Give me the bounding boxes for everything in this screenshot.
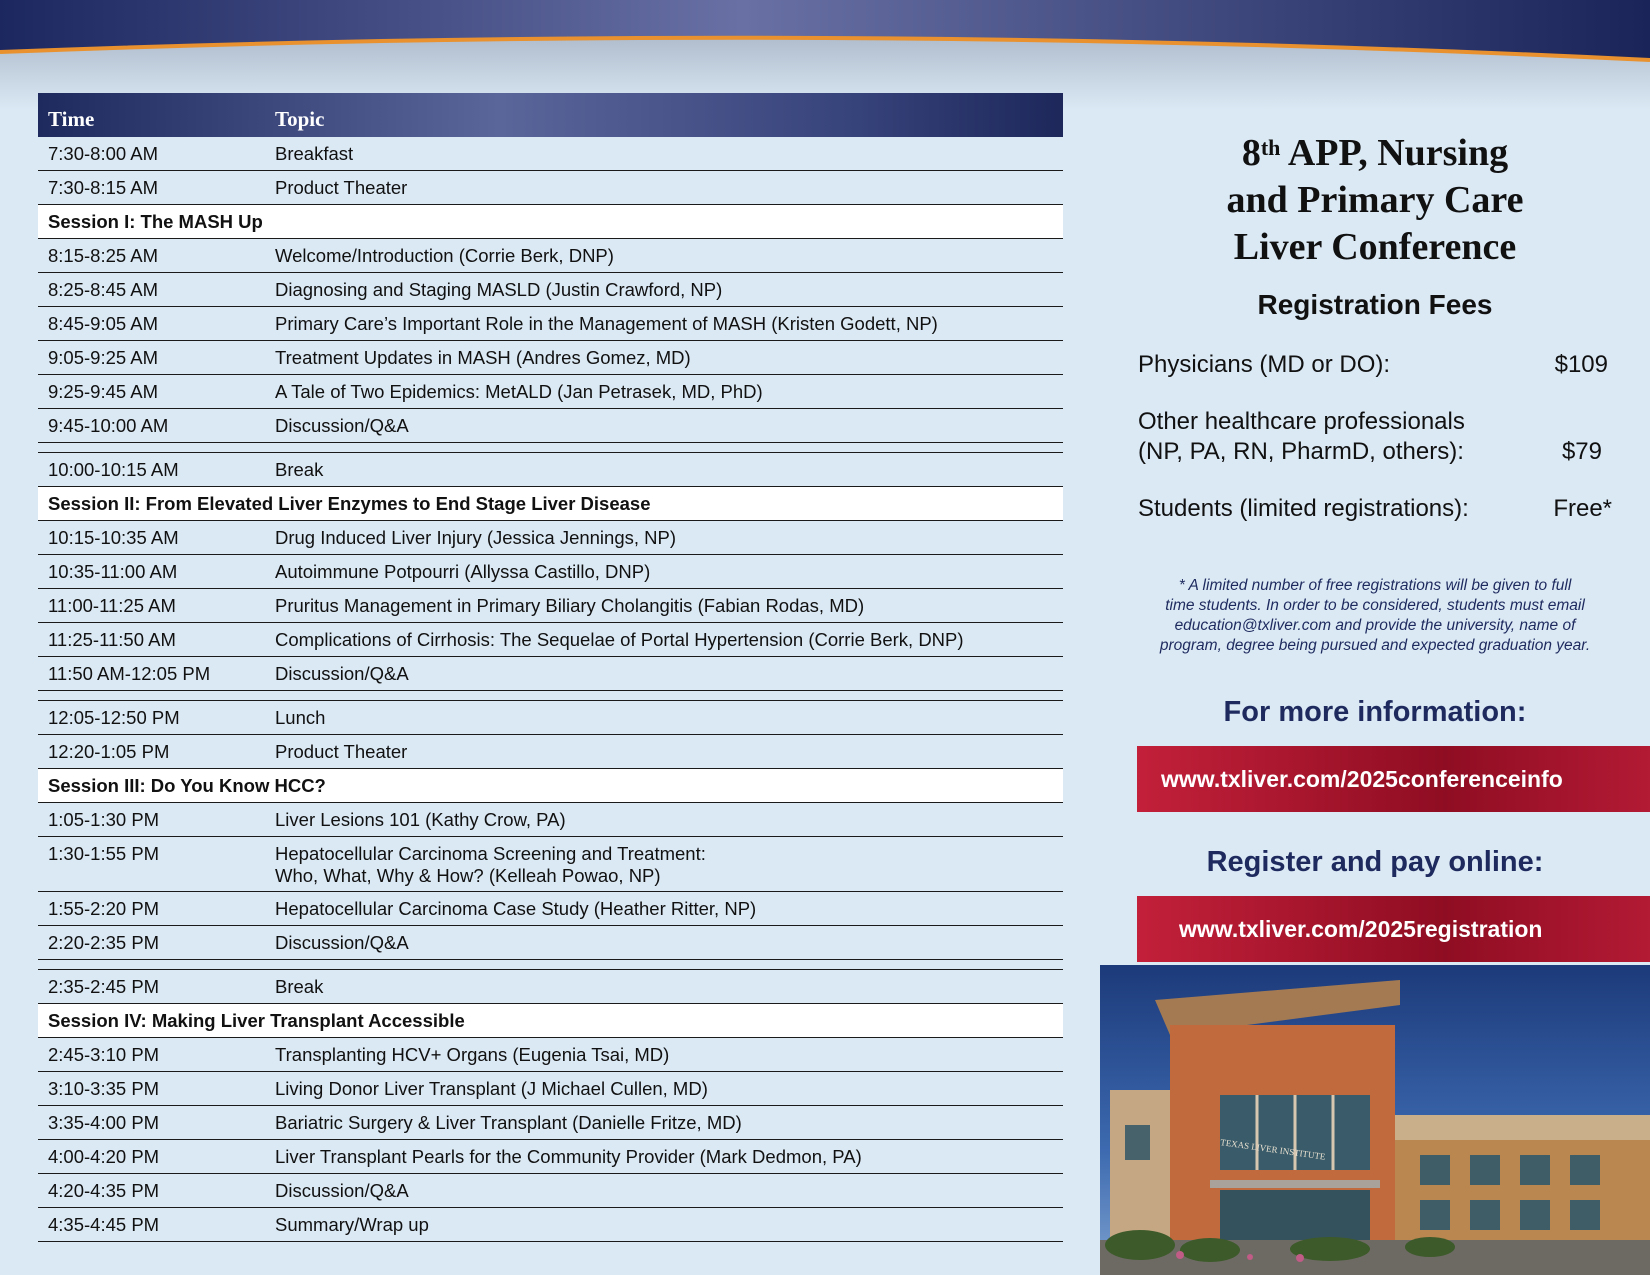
fee-other-label-line1: Other healthcare professionals	[1138, 408, 1465, 435]
time-cell: 11:00-11:25 AM	[48, 595, 176, 616]
topic-cell: Diagnosing and Staging MASLD (Justin Crawford, NP)	[275, 279, 723, 300]
footnote-line4: program, degree being pursued and expected graduation year.	[1159, 637, 1591, 654]
topic-cell: Product Theater	[275, 177, 408, 198]
fee-physicians-label: Physicians (MD or DO):	[1138, 351, 1391, 378]
table-row	[38, 1140, 1063, 1174]
time-cell: 2:20-2:35 PM	[48, 932, 160, 953]
topic-line2: Who, What, Why & How? (Kelleah Powao, NP)	[275, 865, 661, 886]
topic-cell: Breakfast	[275, 143, 354, 164]
table-row	[38, 1208, 1063, 1242]
table-row	[38, 555, 1063, 589]
topic-line1: Hepatocellular Carcinoma Screening and Treatment:	[275, 843, 706, 864]
table-row	[38, 926, 1063, 960]
table-row	[38, 137, 1063, 171]
topic-cell: Drug Induced Liver Injury (Jessica Jennings, NP)	[275, 527, 677, 548]
topic-cell: Discussion/Q&A	[275, 415, 409, 436]
time-cell: 9:45-10:00 AM	[48, 415, 169, 436]
time-cell: 4:35-4:45 PM	[48, 1214, 160, 1235]
table-row	[38, 1038, 1063, 1072]
header-time: Time	[48, 107, 95, 131]
topic-cell: Complications of Cirrhosis: The Sequelae of Portal Hypertension (Corrie Berk, DNP)	[275, 629, 964, 650]
session-header: Session IV: Making Liver Transplant Accessible	[38, 1004, 1063, 1038]
table-spacer	[38, 960, 1063, 970]
schedule-table	[38, 93, 1063, 1242]
time-cell: 11:25-11:50 AM	[48, 629, 176, 650]
time-cell: 2:45-3:10 PM	[48, 1044, 160, 1065]
session-header: Session I: The MASH Up	[38, 205, 1063, 239]
table-row	[38, 589, 1063, 623]
time-cell: 7:30-8:00 AM	[48, 143, 159, 164]
table-row	[38, 239, 1063, 273]
time-cell: 10:00-10:15 AM	[48, 459, 179, 480]
table-row	[38, 1106, 1063, 1140]
building-sign: TEXAS LIVER INSTITUTE	[1219, 1137, 1327, 1162]
footnote-line3: education@txliver.com and provide the university, name of	[1174, 617, 1576, 634]
student-footnote	[1120, 576, 1630, 656]
topic-cell: A Tale of Two Epidemics: MetALD (Jan Petrasek, MD, PhD)	[275, 381, 763, 402]
topic-cell: Primary Care’s Important Role in the Management of MASH (Kristen Godett, NP)	[275, 313, 938, 334]
topic-cell: Transplanting HCV+ Organs (Eugenia Tsai, MD)	[275, 1044, 670, 1065]
time-cell: 10:15-10:35 AM	[48, 527, 179, 548]
conference-title-line3: Liver Conference	[1233, 226, 1517, 268]
table-row	[38, 341, 1063, 375]
topic-cell: Product Theater	[275, 741, 408, 762]
topic-cell: Discussion/Q&A	[275, 932, 409, 953]
time-cell: 8:15-8:25 AM	[48, 245, 159, 266]
conference-title	[1100, 130, 1650, 271]
topic-cell: Summary/Wrap up	[275, 1214, 429, 1235]
table-row	[38, 453, 1063, 487]
topic-cell: Living Donor Liver Transplant (J Michael Cullen, MD)	[275, 1078, 708, 1099]
table-row	[38, 970, 1063, 1004]
more-info-title: For more information:	[1223, 696, 1527, 728]
table-row	[38, 1174, 1063, 1208]
table-spacer	[38, 443, 1063, 453]
topic-cell: Welcome/Introduction (Corrie Berk, DNP)	[275, 245, 614, 266]
header-topic: Topic	[275, 107, 325, 131]
building-photo	[1100, 965, 1650, 1275]
time-cell: 1:05-1:30 PM	[48, 809, 160, 830]
time-cell: 4:20-4:35 PM	[48, 1180, 160, 1201]
table-row	[38, 892, 1063, 926]
fee-physicians-amount: $109	[1554, 351, 1608, 378]
time-cell: 3:35-4:00 PM	[48, 1112, 160, 1133]
table-row	[38, 701, 1063, 735]
topic-cell: Bariatric Surgery & Liver Transplant (Danielle Fritze, MD)	[275, 1112, 742, 1133]
fee-students-label: Students (limited registrations):	[1138, 495, 1469, 522]
time-cell: 9:25-9:45 AM	[48, 381, 159, 402]
registration-fees-title: Registration Fees	[1257, 289, 1493, 320]
time-cell: 4:00-4:20 PM	[48, 1146, 160, 1167]
fee-physicians	[1138, 350, 1608, 380]
table-row	[38, 273, 1063, 307]
time-cell: 9:05-9:25 AM	[48, 347, 159, 368]
conference-title-line2: and Primary Care	[1226, 179, 1524, 221]
table-body	[38, 137, 1063, 1242]
table-spacer	[38, 691, 1063, 701]
topic-cell: Discussion/Q&A	[275, 663, 409, 684]
topic-cell: Hepatocellular Carcinoma Case Study (Heather Ritter, NP)	[275, 898, 757, 919]
session-header: Session II: From Elevated Liver Enzymes to End Stage Liver Disease	[38, 487, 1063, 521]
register-link[interactable]: www.txliver.com/2025registration	[1137, 896, 1650, 962]
time-cell: 3:10-3:35 PM	[48, 1078, 160, 1099]
topic-cell: Treatment Updates in MASH (Andres Gomez, MD)	[275, 347, 691, 368]
table-row	[38, 803, 1063, 837]
time-cell: 12:20-1:05 PM	[48, 741, 170, 762]
table-row	[38, 623, 1063, 657]
topic-cell: Break	[275, 459, 324, 480]
conference-title-line1: APP, Nursing	[1287, 132, 1509, 174]
table-row	[38, 409, 1063, 443]
fee-students-amount: Free*	[1553, 495, 1612, 522]
topic-cell	[275, 843, 1063, 887]
table-row	[38, 521, 1063, 555]
time-cell: 12:05-12:50 PM	[48, 707, 180, 728]
table-row	[38, 375, 1063, 409]
conference-ordinal-number: 8	[1241, 132, 1261, 174]
time-cell: 11:50 AM-12:05 PM	[48, 663, 211, 684]
topic-cell: Lunch	[275, 707, 326, 728]
fee-other-amount: $79	[1561, 438, 1602, 465]
table-header	[38, 93, 1063, 137]
table-row	[38, 657, 1063, 691]
time-cell: 8:25-8:45 AM	[48, 279, 159, 300]
footnote-line2: time students. In order to be considered, students must email	[1165, 597, 1585, 614]
topic-cell: Liver Lesions 101 (Kathy Crow, PA)	[275, 809, 566, 830]
time-cell: 1:55-2:20 PM	[48, 898, 160, 919]
table-row	[38, 1072, 1063, 1106]
table-row	[38, 171, 1063, 205]
topic-cell: Liver Transplant Pearls for the Community Provider (Mark Dedmon, PA)	[275, 1146, 862, 1167]
topic-cell: Discussion/Q&A	[275, 1180, 409, 1201]
time-cell: 10:35-11:00 AM	[48, 561, 178, 582]
footnote-line1: * A limited number of free registrations will be given to full	[1178, 577, 1572, 594]
conference-ordinal-suffix: th	[1260, 135, 1281, 160]
topic-cell: Autoimmune Potpourri (Allyssa Castillo, DNP)	[275, 561, 651, 582]
table-row	[38, 837, 1063, 892]
table-row	[38, 735, 1063, 769]
more-info-link[interactable]: www.txliver.com/2025conferenceinfo	[1137, 746, 1650, 812]
topic-cell: Break	[275, 976, 324, 997]
table-row	[38, 307, 1063, 341]
time-cell: 1:30-1:55 PM	[48, 843, 160, 864]
time-cell: 2:35-2:45 PM	[48, 976, 160, 997]
fee-other-professionals	[1138, 407, 1608, 467]
fee-other-label-line2: (NP, PA, RN, PharmD, others):	[1138, 438, 1464, 465]
register-title: Register and pay online:	[1206, 846, 1544, 878]
topic-cell: Pruritus Management in Primary Biliary Cholangitis (Fabian Rodas, MD)	[275, 595, 865, 616]
time-cell: 8:45-9:05 AM	[48, 313, 159, 334]
fee-students	[1138, 494, 1612, 524]
time-cell: 7:30-8:15 AM	[48, 177, 159, 198]
session-header: Session III: Do You Know HCC?	[38, 769, 1063, 803]
